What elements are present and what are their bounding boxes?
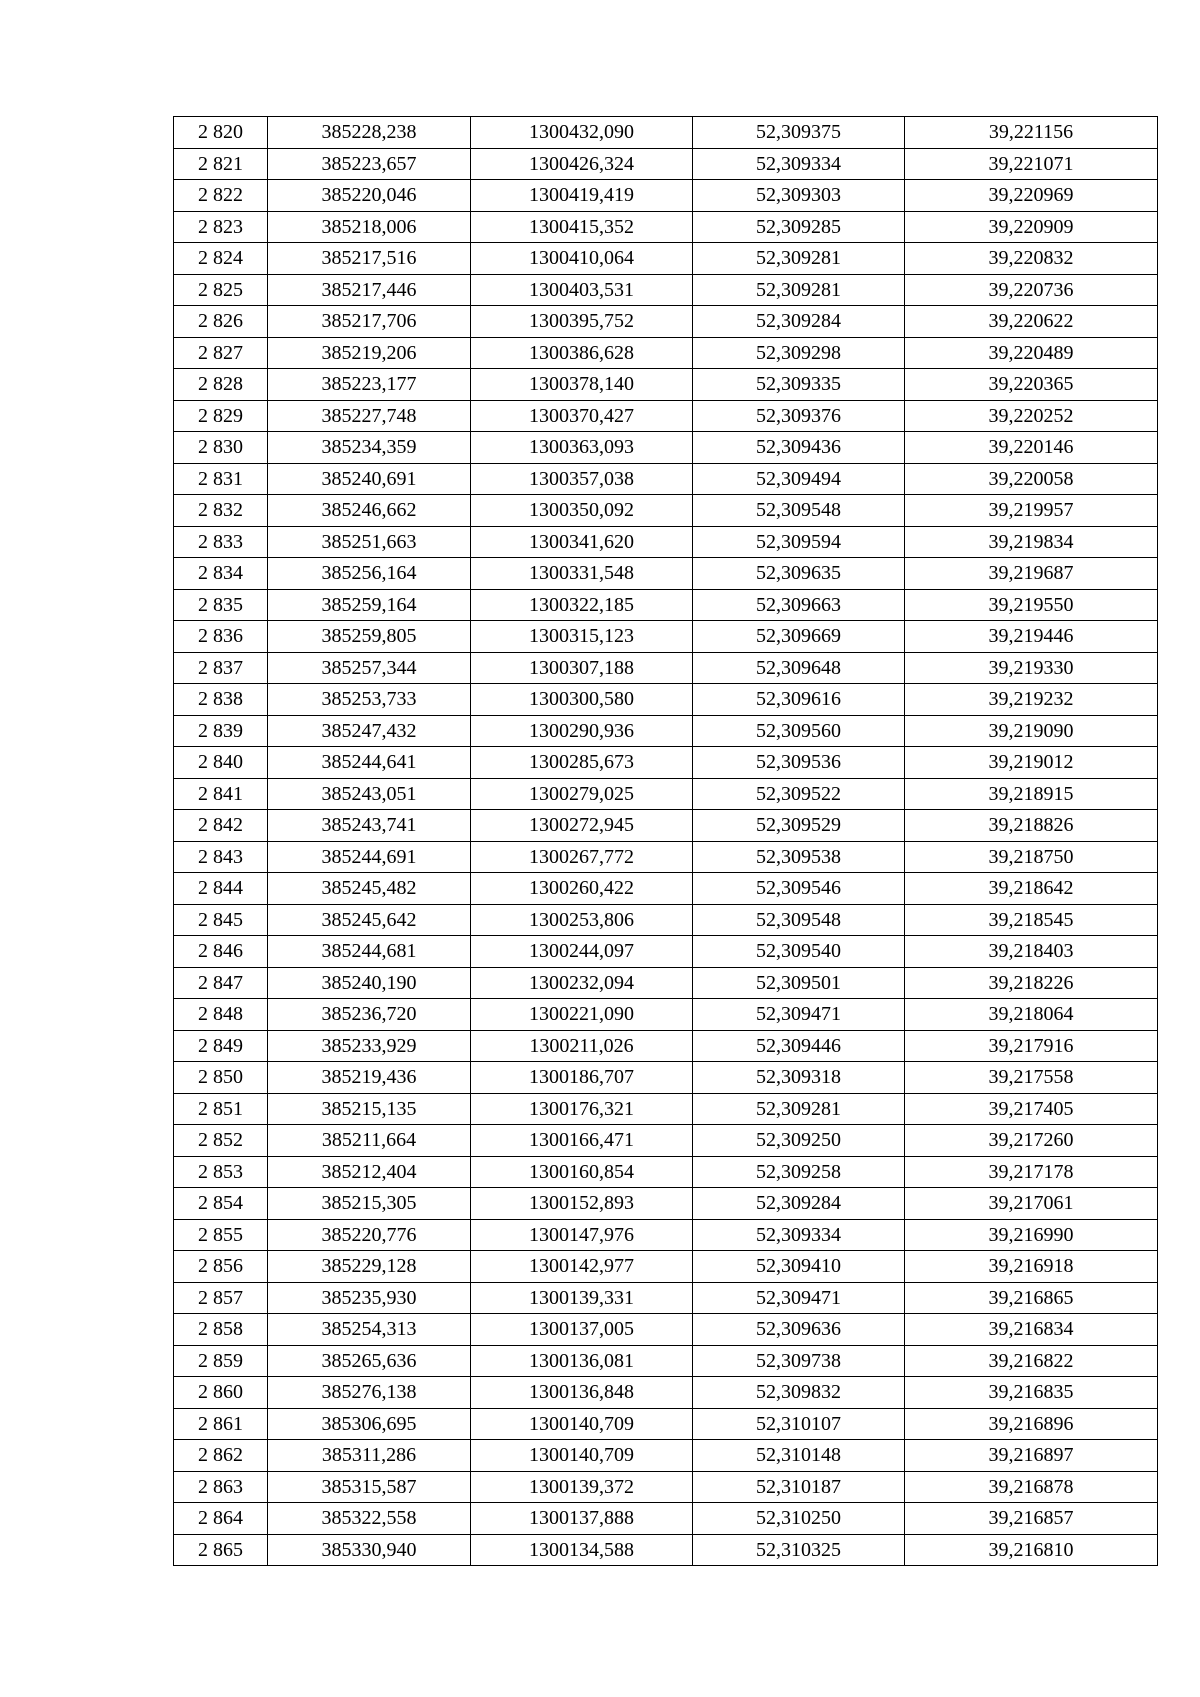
latitude-cell: 52,309335 [693,369,905,401]
table-row [174,873,1158,905]
point-number-cell: 2 857 [174,1282,268,1314]
latitude-cell: 52,309540 [693,936,905,968]
x-coordinate-cell: 385218,006 [268,211,471,243]
table-row [174,747,1158,779]
x-coordinate-cell: 385217,446 [268,274,471,306]
table-row [174,967,1158,999]
y-coordinate-cell: 1300415,352 [471,211,693,243]
y-coordinate-cell: 1300136,081 [471,1345,693,1377]
longitude-cell: 39,220622 [905,306,1158,338]
table-row [174,432,1158,464]
y-coordinate-cell: 1300267,772 [471,841,693,873]
x-coordinate-cell: 385256,164 [268,558,471,590]
y-coordinate-cell: 1300186,707 [471,1062,693,1094]
x-coordinate-cell: 385240,190 [268,967,471,999]
longitude-cell: 39,217916 [905,1030,1158,1062]
latitude-cell: 52,309522 [693,778,905,810]
table-row [174,1030,1158,1062]
x-coordinate-cell: 385233,929 [268,1030,471,1062]
point-number-cell: 2 848 [174,999,268,1031]
point-number-cell: 2 832 [174,495,268,527]
table-row [174,1251,1158,1283]
y-coordinate-cell: 1300357,038 [471,463,693,495]
table-row [174,400,1158,432]
table-row [174,369,1158,401]
latitude-cell: 52,309738 [693,1345,905,1377]
longitude-cell: 39,219012 [905,747,1158,779]
y-coordinate-cell: 1300140,709 [471,1440,693,1472]
point-number-cell: 2 844 [174,873,268,905]
point-number-cell: 2 839 [174,715,268,747]
y-coordinate-cell: 1300279,025 [471,778,693,810]
latitude-cell: 52,309471 [693,1282,905,1314]
longitude-cell: 39,220909 [905,211,1158,243]
longitude-cell: 39,216810 [905,1534,1158,1566]
latitude-cell: 52,309494 [693,463,905,495]
x-coordinate-cell: 385254,313 [268,1314,471,1346]
point-number-cell: 2 836 [174,621,268,653]
longitude-cell: 39,220736 [905,274,1158,306]
point-number-cell: 2 841 [174,778,268,810]
longitude-cell: 39,218226 [905,967,1158,999]
x-coordinate-cell: 385244,641 [268,747,471,779]
longitude-cell: 39,220832 [905,243,1158,275]
point-number-cell: 2 862 [174,1440,268,1472]
x-coordinate-cell: 385246,662 [268,495,471,527]
latitude-cell: 52,309284 [693,1188,905,1220]
point-number-cell: 2 860 [174,1377,268,1409]
point-number-cell: 2 847 [174,967,268,999]
latitude-cell: 52,310187 [693,1471,905,1503]
y-coordinate-cell: 1300176,321 [471,1093,693,1125]
table-row [174,1408,1158,1440]
latitude-cell: 52,309471 [693,999,905,1031]
latitude-cell: 52,309832 [693,1377,905,1409]
point-number-cell: 2 863 [174,1471,268,1503]
y-coordinate-cell: 1300395,752 [471,306,693,338]
longitude-cell: 39,216896 [905,1408,1158,1440]
table-row [174,936,1158,968]
x-coordinate-cell: 385235,930 [268,1282,471,1314]
table-row [174,1377,1158,1409]
y-coordinate-cell: 1300363,093 [471,432,693,464]
x-coordinate-cell: 385265,636 [268,1345,471,1377]
table-row [174,841,1158,873]
y-coordinate-cell: 1300139,331 [471,1282,693,1314]
longitude-cell: 39,216990 [905,1219,1158,1251]
longitude-cell: 39,216865 [905,1282,1158,1314]
longitude-cell: 39,219330 [905,652,1158,684]
table-row [174,463,1158,495]
longitude-cell: 39,216834 [905,1314,1158,1346]
y-coordinate-cell: 1300136,848 [471,1377,693,1409]
longitude-cell: 39,218545 [905,904,1158,936]
latitude-cell: 52,309410 [693,1251,905,1283]
point-number-cell: 2 829 [174,400,268,432]
table-row [174,558,1158,590]
point-number-cell: 2 850 [174,1062,268,1094]
x-coordinate-cell: 385247,432 [268,715,471,747]
x-coordinate-cell: 385234,359 [268,432,471,464]
longitude-cell: 39,219957 [905,495,1158,527]
latitude-cell: 52,310107 [693,1408,905,1440]
x-coordinate-cell: 385227,748 [268,400,471,432]
table-row [174,1282,1158,1314]
latitude-cell: 52,310148 [693,1440,905,1472]
table-row [174,652,1158,684]
longitude-cell: 39,220058 [905,463,1158,495]
table-row [174,495,1158,527]
latitude-cell: 52,309375 [693,117,905,149]
y-coordinate-cell: 1300378,140 [471,369,693,401]
longitude-cell: 39,218915 [905,778,1158,810]
y-coordinate-cell: 1300139,372 [471,1471,693,1503]
x-coordinate-cell: 385259,164 [268,589,471,621]
point-number-cell: 2 826 [174,306,268,338]
latitude-cell: 52,309284 [693,306,905,338]
y-coordinate-cell: 1300370,427 [471,400,693,432]
table-row [174,589,1158,621]
longitude-cell: 39,221156 [905,117,1158,149]
longitude-cell: 39,218403 [905,936,1158,968]
latitude-cell: 52,309538 [693,841,905,873]
table-row [174,1440,1158,1472]
longitude-cell: 39,218750 [905,841,1158,873]
y-coordinate-cell: 1300300,580 [471,684,693,716]
y-coordinate-cell: 1300350,092 [471,495,693,527]
table-row [174,621,1158,653]
latitude-cell: 52,309318 [693,1062,905,1094]
table-row [174,243,1158,275]
y-coordinate-cell: 1300232,094 [471,967,693,999]
latitude-cell: 52,309548 [693,904,905,936]
x-coordinate-cell: 385236,720 [268,999,471,1031]
table-row [174,1156,1158,1188]
latitude-cell: 52,309669 [693,621,905,653]
table-row [174,715,1158,747]
latitude-cell: 52,309548 [693,495,905,527]
y-coordinate-cell: 1300410,064 [471,243,693,275]
point-number-cell: 2 864 [174,1503,268,1535]
latitude-cell: 52,309298 [693,337,905,369]
y-coordinate-cell: 1300322,185 [471,589,693,621]
table-row [174,778,1158,810]
longitude-cell: 39,218826 [905,810,1158,842]
x-coordinate-cell: 385322,558 [268,1503,471,1535]
latitude-cell: 52,310325 [693,1534,905,1566]
point-number-cell: 2 838 [174,684,268,716]
longitude-cell: 39,216857 [905,1503,1158,1535]
x-coordinate-cell: 385223,657 [268,148,471,180]
longitude-cell: 39,217558 [905,1062,1158,1094]
x-coordinate-cell: 385228,238 [268,117,471,149]
latitude-cell: 52,309281 [693,243,905,275]
latitude-cell: 52,309536 [693,747,905,779]
point-number-cell: 2 831 [174,463,268,495]
point-number-cell: 2 821 [174,148,268,180]
latitude-cell: 52,309594 [693,526,905,558]
x-coordinate-cell: 385244,691 [268,841,471,873]
point-number-cell: 2 833 [174,526,268,558]
latitude-cell: 52,309436 [693,432,905,464]
x-coordinate-cell: 385217,516 [268,243,471,275]
longitude-cell: 39,217061 [905,1188,1158,1220]
x-coordinate-cell: 385251,663 [268,526,471,558]
x-coordinate-cell: 385215,305 [268,1188,471,1220]
table-row [174,1471,1158,1503]
table-row [174,1345,1158,1377]
point-number-cell: 2 852 [174,1125,268,1157]
latitude-cell: 52,309663 [693,589,905,621]
longitude-cell: 39,220252 [905,400,1158,432]
point-number-cell: 2 837 [174,652,268,684]
table-row [174,1314,1158,1346]
table-row [174,1219,1158,1251]
y-coordinate-cell: 1300285,673 [471,747,693,779]
table-row [174,526,1158,558]
x-coordinate-cell: 385219,206 [268,337,471,369]
x-coordinate-cell: 385220,776 [268,1219,471,1251]
latitude-cell: 52,309303 [693,180,905,212]
table-row [174,117,1158,149]
latitude-cell: 52,309648 [693,652,905,684]
point-number-cell: 2 858 [174,1314,268,1346]
latitude-cell: 52,309376 [693,400,905,432]
point-number-cell: 2 865 [174,1534,268,1566]
longitude-cell: 39,217260 [905,1125,1158,1157]
table-row [174,274,1158,306]
point-number-cell: 2 828 [174,369,268,401]
longitude-cell: 39,216878 [905,1471,1158,1503]
y-coordinate-cell: 1300147,976 [471,1219,693,1251]
x-coordinate-cell: 385315,587 [268,1471,471,1503]
y-coordinate-cell: 1300152,893 [471,1188,693,1220]
x-coordinate-cell: 385243,051 [268,778,471,810]
y-coordinate-cell: 1300426,324 [471,148,693,180]
y-coordinate-cell: 1300140,709 [471,1408,693,1440]
coordinates-table-body [174,117,1158,1566]
longitude-cell: 39,219550 [905,589,1158,621]
x-coordinate-cell: 385245,642 [268,904,471,936]
table-row [174,1503,1158,1535]
x-coordinate-cell: 385245,482 [268,873,471,905]
latitude-cell: 52,309501 [693,967,905,999]
x-coordinate-cell: 385215,135 [268,1093,471,1125]
point-number-cell: 2 853 [174,1156,268,1188]
y-coordinate-cell: 1300134,588 [471,1534,693,1566]
point-number-cell: 2 834 [174,558,268,590]
point-number-cell: 2 823 [174,211,268,243]
y-coordinate-cell: 1300253,806 [471,904,693,936]
y-coordinate-cell: 1300142,977 [471,1251,693,1283]
latitude-cell: 52,309446 [693,1030,905,1062]
point-number-cell: 2 840 [174,747,268,779]
latitude-cell: 52,309334 [693,148,905,180]
longitude-cell: 39,216918 [905,1251,1158,1283]
latitude-cell: 52,309529 [693,810,905,842]
y-coordinate-cell: 1300211,026 [471,1030,693,1062]
table-row [174,148,1158,180]
longitude-cell: 39,219090 [905,715,1158,747]
point-number-cell: 2 856 [174,1251,268,1283]
point-number-cell: 2 822 [174,180,268,212]
longitude-cell: 39,220365 [905,369,1158,401]
table-row [174,999,1158,1031]
x-coordinate-cell: 385243,741 [268,810,471,842]
longitude-cell: 39,216835 [905,1377,1158,1409]
x-coordinate-cell: 385276,138 [268,1377,471,1409]
longitude-cell: 39,218064 [905,999,1158,1031]
coordinates-table [173,116,1158,1566]
x-coordinate-cell: 385244,681 [268,936,471,968]
point-number-cell: 2 820 [174,117,268,149]
x-coordinate-cell: 385220,046 [268,180,471,212]
point-number-cell: 2 830 [174,432,268,464]
latitude-cell: 52,310250 [693,1503,905,1535]
x-coordinate-cell: 385223,177 [268,369,471,401]
point-number-cell: 2 846 [174,936,268,968]
latitude-cell: 52,309334 [693,1219,905,1251]
longitude-cell: 39,218642 [905,873,1158,905]
longitude-cell: 39,219834 [905,526,1158,558]
longitude-cell: 39,221071 [905,148,1158,180]
x-coordinate-cell: 385257,344 [268,652,471,684]
latitude-cell: 52,309250 [693,1125,905,1157]
y-coordinate-cell: 1300341,620 [471,526,693,558]
point-number-cell: 2 835 [174,589,268,621]
x-coordinate-cell: 385253,733 [268,684,471,716]
y-coordinate-cell: 1300244,097 [471,936,693,968]
table-row [174,810,1158,842]
x-coordinate-cell: 385211,664 [268,1125,471,1157]
y-coordinate-cell: 1300137,005 [471,1314,693,1346]
y-coordinate-cell: 1300166,471 [471,1125,693,1157]
y-coordinate-cell: 1300260,422 [471,873,693,905]
point-number-cell: 2 859 [174,1345,268,1377]
longitude-cell: 39,217405 [905,1093,1158,1125]
longitude-cell: 39,216822 [905,1345,1158,1377]
longitude-cell: 39,220146 [905,432,1158,464]
longitude-cell: 39,220489 [905,337,1158,369]
y-coordinate-cell: 1300386,628 [471,337,693,369]
x-coordinate-cell: 385240,691 [268,463,471,495]
y-coordinate-cell: 1300221,090 [471,999,693,1031]
longitude-cell: 39,219232 [905,684,1158,716]
latitude-cell: 52,309258 [693,1156,905,1188]
table-row [174,1093,1158,1125]
x-coordinate-cell: 385311,286 [268,1440,471,1472]
table-row [174,1188,1158,1220]
point-number-cell: 2 845 [174,904,268,936]
table-row [174,180,1158,212]
point-number-cell: 2 825 [174,274,268,306]
x-coordinate-cell: 385219,436 [268,1062,471,1094]
latitude-cell: 52,309635 [693,558,905,590]
latitude-cell: 52,309285 [693,211,905,243]
table-row [174,1062,1158,1094]
y-coordinate-cell: 1300403,531 [471,274,693,306]
point-number-cell: 2 842 [174,810,268,842]
x-coordinate-cell: 385306,695 [268,1408,471,1440]
longitude-cell: 39,219687 [905,558,1158,590]
point-number-cell: 2 855 [174,1219,268,1251]
y-coordinate-cell: 1300290,936 [471,715,693,747]
longitude-cell: 39,216897 [905,1440,1158,1472]
y-coordinate-cell: 1300272,945 [471,810,693,842]
point-number-cell: 2 851 [174,1093,268,1125]
y-coordinate-cell: 1300331,548 [471,558,693,590]
point-number-cell: 2 849 [174,1030,268,1062]
point-number-cell: 2 861 [174,1408,268,1440]
table-row [174,904,1158,936]
point-number-cell: 2 854 [174,1188,268,1220]
latitude-cell: 52,309281 [693,274,905,306]
point-number-cell: 2 827 [174,337,268,369]
table-row [174,1534,1158,1566]
y-coordinate-cell: 1300137,888 [471,1503,693,1535]
x-coordinate-cell: 385259,805 [268,621,471,653]
longitude-cell: 39,220969 [905,180,1158,212]
y-coordinate-cell: 1300315,123 [471,621,693,653]
table-row [174,306,1158,338]
table-row [174,211,1158,243]
y-coordinate-cell: 1300307,188 [471,652,693,684]
point-number-cell: 2 843 [174,841,268,873]
longitude-cell: 39,219446 [905,621,1158,653]
y-coordinate-cell: 1300432,090 [471,117,693,149]
latitude-cell: 52,309616 [693,684,905,716]
latitude-cell: 52,309560 [693,715,905,747]
table-row [174,337,1158,369]
table-row [174,1125,1158,1157]
y-coordinate-cell: 1300419,419 [471,180,693,212]
point-number-cell: 2 824 [174,243,268,275]
x-coordinate-cell: 385229,128 [268,1251,471,1283]
longitude-cell: 39,217178 [905,1156,1158,1188]
table-row [174,684,1158,716]
x-coordinate-cell: 385212,404 [268,1156,471,1188]
y-coordinate-cell: 1300160,854 [471,1156,693,1188]
x-coordinate-cell: 385217,706 [268,306,471,338]
latitude-cell: 52,309636 [693,1314,905,1346]
x-coordinate-cell: 385330,940 [268,1534,471,1566]
latitude-cell: 52,309546 [693,873,905,905]
latitude-cell: 52,309281 [693,1093,905,1125]
